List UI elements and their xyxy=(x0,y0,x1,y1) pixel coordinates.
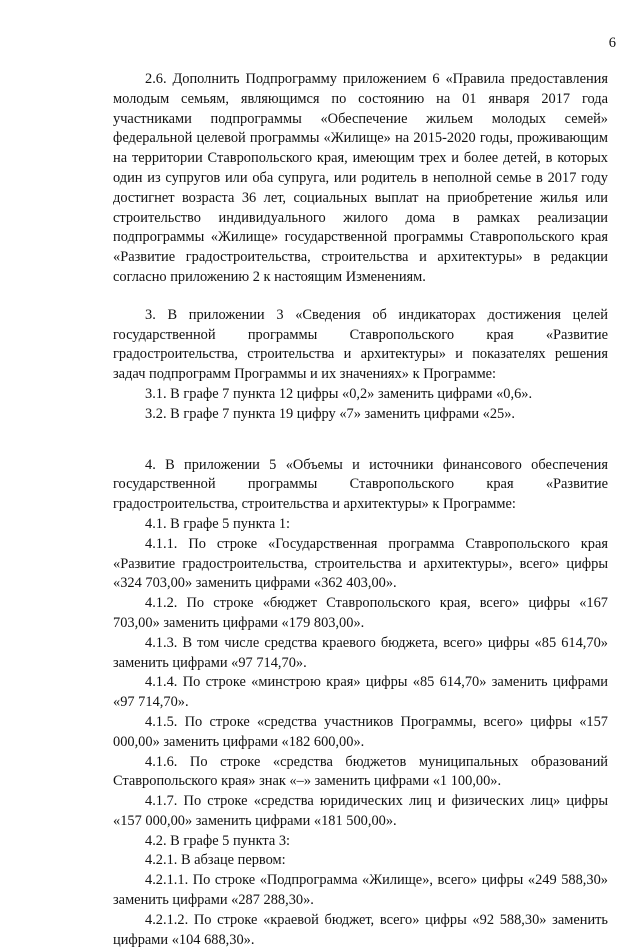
paragraph-3-2: 3.2. В графе 7 пункта 19 цифру «7» заменить цифрами «25». xyxy=(145,405,516,422)
paragraph-4-1-7: 4.1.7. По строке «средства юридических лиц и физических лиц» цифры «157 000,00» заменить цифрами «181 500,00». xyxy=(113,793,608,829)
paragraph-3: 3. В приложении 3 «Сведения об индикаторах достижения целей государственной программы Ставропольского края «Развитие градостроительства, строительства и архитектуры» и показателях решения задач подпрограмм Программы и их значениях» к Программе: xyxy=(113,306,608,383)
paragraph-4-2-1-2: 4.2.1.2. По строке «краевой бюджет, всего» цифры «92 588,30» заменить цифрами «104 688,30». xyxy=(113,911,608,948)
section-spacer xyxy=(113,425,608,456)
paragraph-4-2-1: 4.2.1. В абзаце первом: xyxy=(145,852,286,869)
paragraph-4-1-3: 4.1.3. В том числе средства краевого бюджета, всего» цифры «85 614,70» заменить цифрами «97 714,70». xyxy=(113,634,608,671)
paragraph-4-1-1: 4.1.1. По строке «Государственная программа Ставропольского края «Развитие градостроительства, строительства и архитектуры», всего» цифры «324 703,00» заменить цифрами «362 403,00». xyxy=(113,535,608,592)
paragraph-4-2: 4.2. В графе 5 пункта 3: xyxy=(145,832,291,849)
paragraph-4-1: 4.1. В графе 5 пункта 1: xyxy=(145,515,291,532)
section-spacer xyxy=(113,288,608,306)
paragraph-4-1-2: 4.1.2. По строке «бюджет Ставропольского края, всего» цифры «167 703,00» заменить цифрами «179 803,00». xyxy=(113,595,608,631)
document-body xyxy=(113,70,608,950)
paragraph-3-1: 3.1. В графе 7 пункта 12 цифры «0,2» заменить цифрами «0,6». xyxy=(145,385,533,402)
paragraph-4-1-5: 4.1.5. По строке «средства участников Программы, всего» цифры «157 000,00» заменить цифрами «182 600,00». xyxy=(113,713,608,750)
paragraph-2-6: 2.6. Дополнить Подпрограмму приложением 6 «Правила предоставления молодым семьям, являющимся по состоянию на 01 января 2017 года участниками подпрограммы «Обеспечение жильем молодых семей» федеральной целевой программы «Жилище» на 2015-2020 годы, проживающим на территории Ставропольского края, имеющим трех и более детей, в которых один из супругов или оба супруга, или родитель в неполной семье в 2017 году достигнет возраста 36 лет, социальных выплат на приобретение жилья или строительство индивидуального жилого дома в рамках реализации подпрограммы «Жилище» государственной программы Ставропольского края «Развитие градостроительства, строительства и архитектуры» в редакции согласно приложению 2 к настоящим Изменениям. xyxy=(113,71,608,285)
page-number: 6 xyxy=(608,35,616,51)
paragraph-4-1-6: 4.1.6. По строке «средства бюджетов муниципальных образований Ставропольского края» знак «–» заменить цифрами «1 100,00». xyxy=(113,753,608,790)
paragraph-4-2-1-1: 4.2.1.1. По строке «Подпрограмма «Жилище», всего» цифры «249 588,30» заменить цифрами «287 288,30». xyxy=(113,872,608,909)
paragraph-4-1-4: 4.1.4. По строке «минстрою края» цифры «85 614,70» заменить цифрами «97 714,70». xyxy=(113,674,608,711)
paragraph-4: 4. В приложении 5 «Объемы и источники финансового обеспечения государственной программы Ставропольского края «Развитие градостроительства, строительства и архитектуры» к Программе: xyxy=(113,456,608,513)
